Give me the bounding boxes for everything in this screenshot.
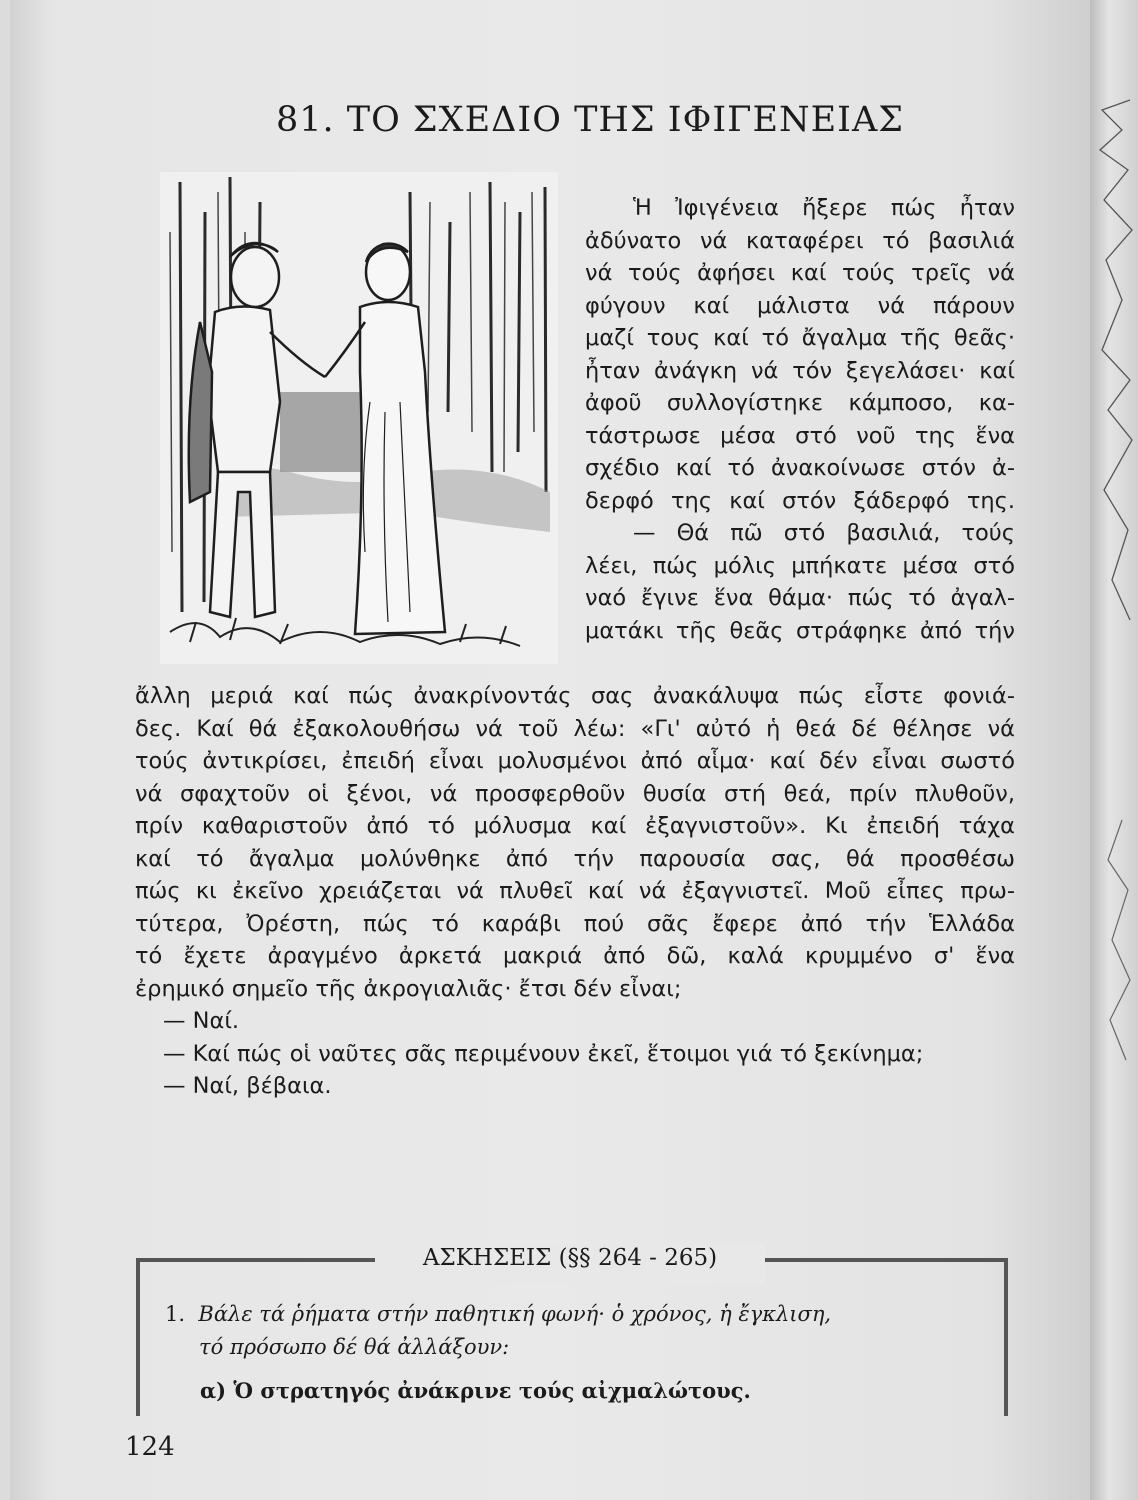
paragraph-line: τάστρωσε μέσα στό νοῦ της ἕνα xyxy=(585,422,1015,449)
paragraph-line: τούς ἀντικρίσει, ἐπειδή εἶναι μολυσμένοι ἀπό αἷμα· καί δέν εἶναι σωστό xyxy=(135,748,1015,774)
paragraph-line: ματάκι τῆς θεᾶς στράφηκε ἀπό τήν xyxy=(585,617,1015,644)
paragraph-line: Ἡ Ἰφιγένεια ἤξερε πώς ἦταν xyxy=(633,195,1015,221)
paragraph-line: πώς κι ἐκεῖνο χρειάζεται νά πλυθεῖ καί νά ἐξαγνιστεῖ. Μοῦ εἶπες πρω- xyxy=(135,878,1015,904)
dialogue-line: — Καί πώς οἱ ναῦτες σᾶς περιμένουν ἐκεῖ, ἕτοιμοι γιά τό ξεκίνημα; xyxy=(163,1040,924,1067)
paragraph-line: νά σφαχτοῦν οἱ ξένοι, νά προσφερθοῦν θυσία στή θεά, πρίν πλυθοῦν, xyxy=(135,780,1015,807)
paragraph-line: λέει, πώς μόλις μπήκατε μέσα στό xyxy=(585,552,1015,579)
exercise-heading: ΑΣΚΗΣΕΙΣ (§§ 264 - 265) xyxy=(422,1245,718,1271)
text-column-right xyxy=(585,192,1015,647)
page-title: 81. ΤΟ ΣΧΕΔΙΟ ΤΗΣ ΙΦΙΓΕΝΕΙΑΣ xyxy=(275,100,905,140)
paragraph-line: τό ἔχετε ἀραγμένο ἀρκετά μακριά ἀπό δῶ, καλά κρυμμένο σ' ἕνα xyxy=(135,943,1015,969)
paragraph-line: δες. Καί θά ἐξακολουθήσω νά τοῦ λέω: «Γι' αὐτό ἡ θεά δέ θέλησε νά xyxy=(135,715,1015,742)
dialogue-line: — Ναί. xyxy=(163,1008,240,1034)
paragraph-line: δερφό της καί στόν ξάδερφό της. xyxy=(585,487,1015,514)
paragraph-line: ἀδύνατο νά καταφέρει τό βασιλιά xyxy=(585,227,1015,254)
paragraph-line: πρίν καθαριστοῦν ἀπό τό μόλυσμα καί ἐξαγνιστοῦν». Κι ἐπειδή τάχα xyxy=(135,813,1015,839)
exercise-number: 1. xyxy=(165,1302,186,1326)
illustration-orestes-iphigenia xyxy=(160,172,558,664)
paragraph-line: ἦταν ἀνάγκη νά τόν ξεγελάσει· καί xyxy=(585,357,1015,384)
paragraph-line: ἐρημικό σημεῖο τῆς ἀκρογιαλιᾶς· ἔτσι δέν εἶναι; xyxy=(135,975,682,1002)
text-full-width xyxy=(135,680,1015,1103)
paragraph-line: ἀφοῦ συλλογίστηκε κάμποσο, κα- xyxy=(585,390,1015,416)
exercise-item xyxy=(165,1298,985,1364)
paragraph-line: ναό ἔγινε ἕνα θάμα· πώς τό ἀγαλ- xyxy=(585,585,1015,611)
page-number: 124 xyxy=(125,1432,175,1462)
exercise-instruction-line2: τό πρόσωπο δέ θά ἀλλάξουν: xyxy=(199,1335,510,1359)
paragraph-line: ἄλλη μεριά καί πώς ἀνακρίνοντάς σας ἀνακάλυψα πώς εἶστε φονιά- xyxy=(135,683,1015,709)
paragraph-line: φύγουν καί μάλιστα νά πάρουν xyxy=(585,292,1015,319)
pencil-scribble-icon xyxy=(1092,60,1136,1360)
dialogue-line: — Ναί, βέβαια. xyxy=(163,1073,332,1099)
exercise-example: α) Ὁ στρατηγός ἀνάκρινε τούς αἰχμαλώτους. xyxy=(200,1378,751,1403)
exercise-instruction-line1: Βάλε τά ῥήματα στήν παθητική φωνή· ὁ χρόνος, ἡ ἔγκλιση, xyxy=(198,1302,832,1326)
paragraph-line: μαζί τους καί τό ἄγαλμα τῆς θεᾶς· xyxy=(585,325,1015,351)
paragraph-line: νά τούς ἀφήσει καί τούς τρεῖς νά xyxy=(585,260,1015,286)
paragraph-line: καί τό ἄγαλμα μολύνθηκε ἀπό τήν παρουσία σας, θά προσθέσω xyxy=(135,845,1015,872)
paragraph-line: τύτερα, Ὀρέστη, πώς τό καράβι πού σᾶς ἔφερε ἀπό τήν Ἑλλάδα xyxy=(135,910,1015,937)
paragraph-line: σχέδιο καί τό ἀνακοίνωσε στόν ἀ- xyxy=(585,455,1015,481)
paragraph-line: — Θά πῶ στό βασιλιά, τούς xyxy=(633,520,1015,546)
